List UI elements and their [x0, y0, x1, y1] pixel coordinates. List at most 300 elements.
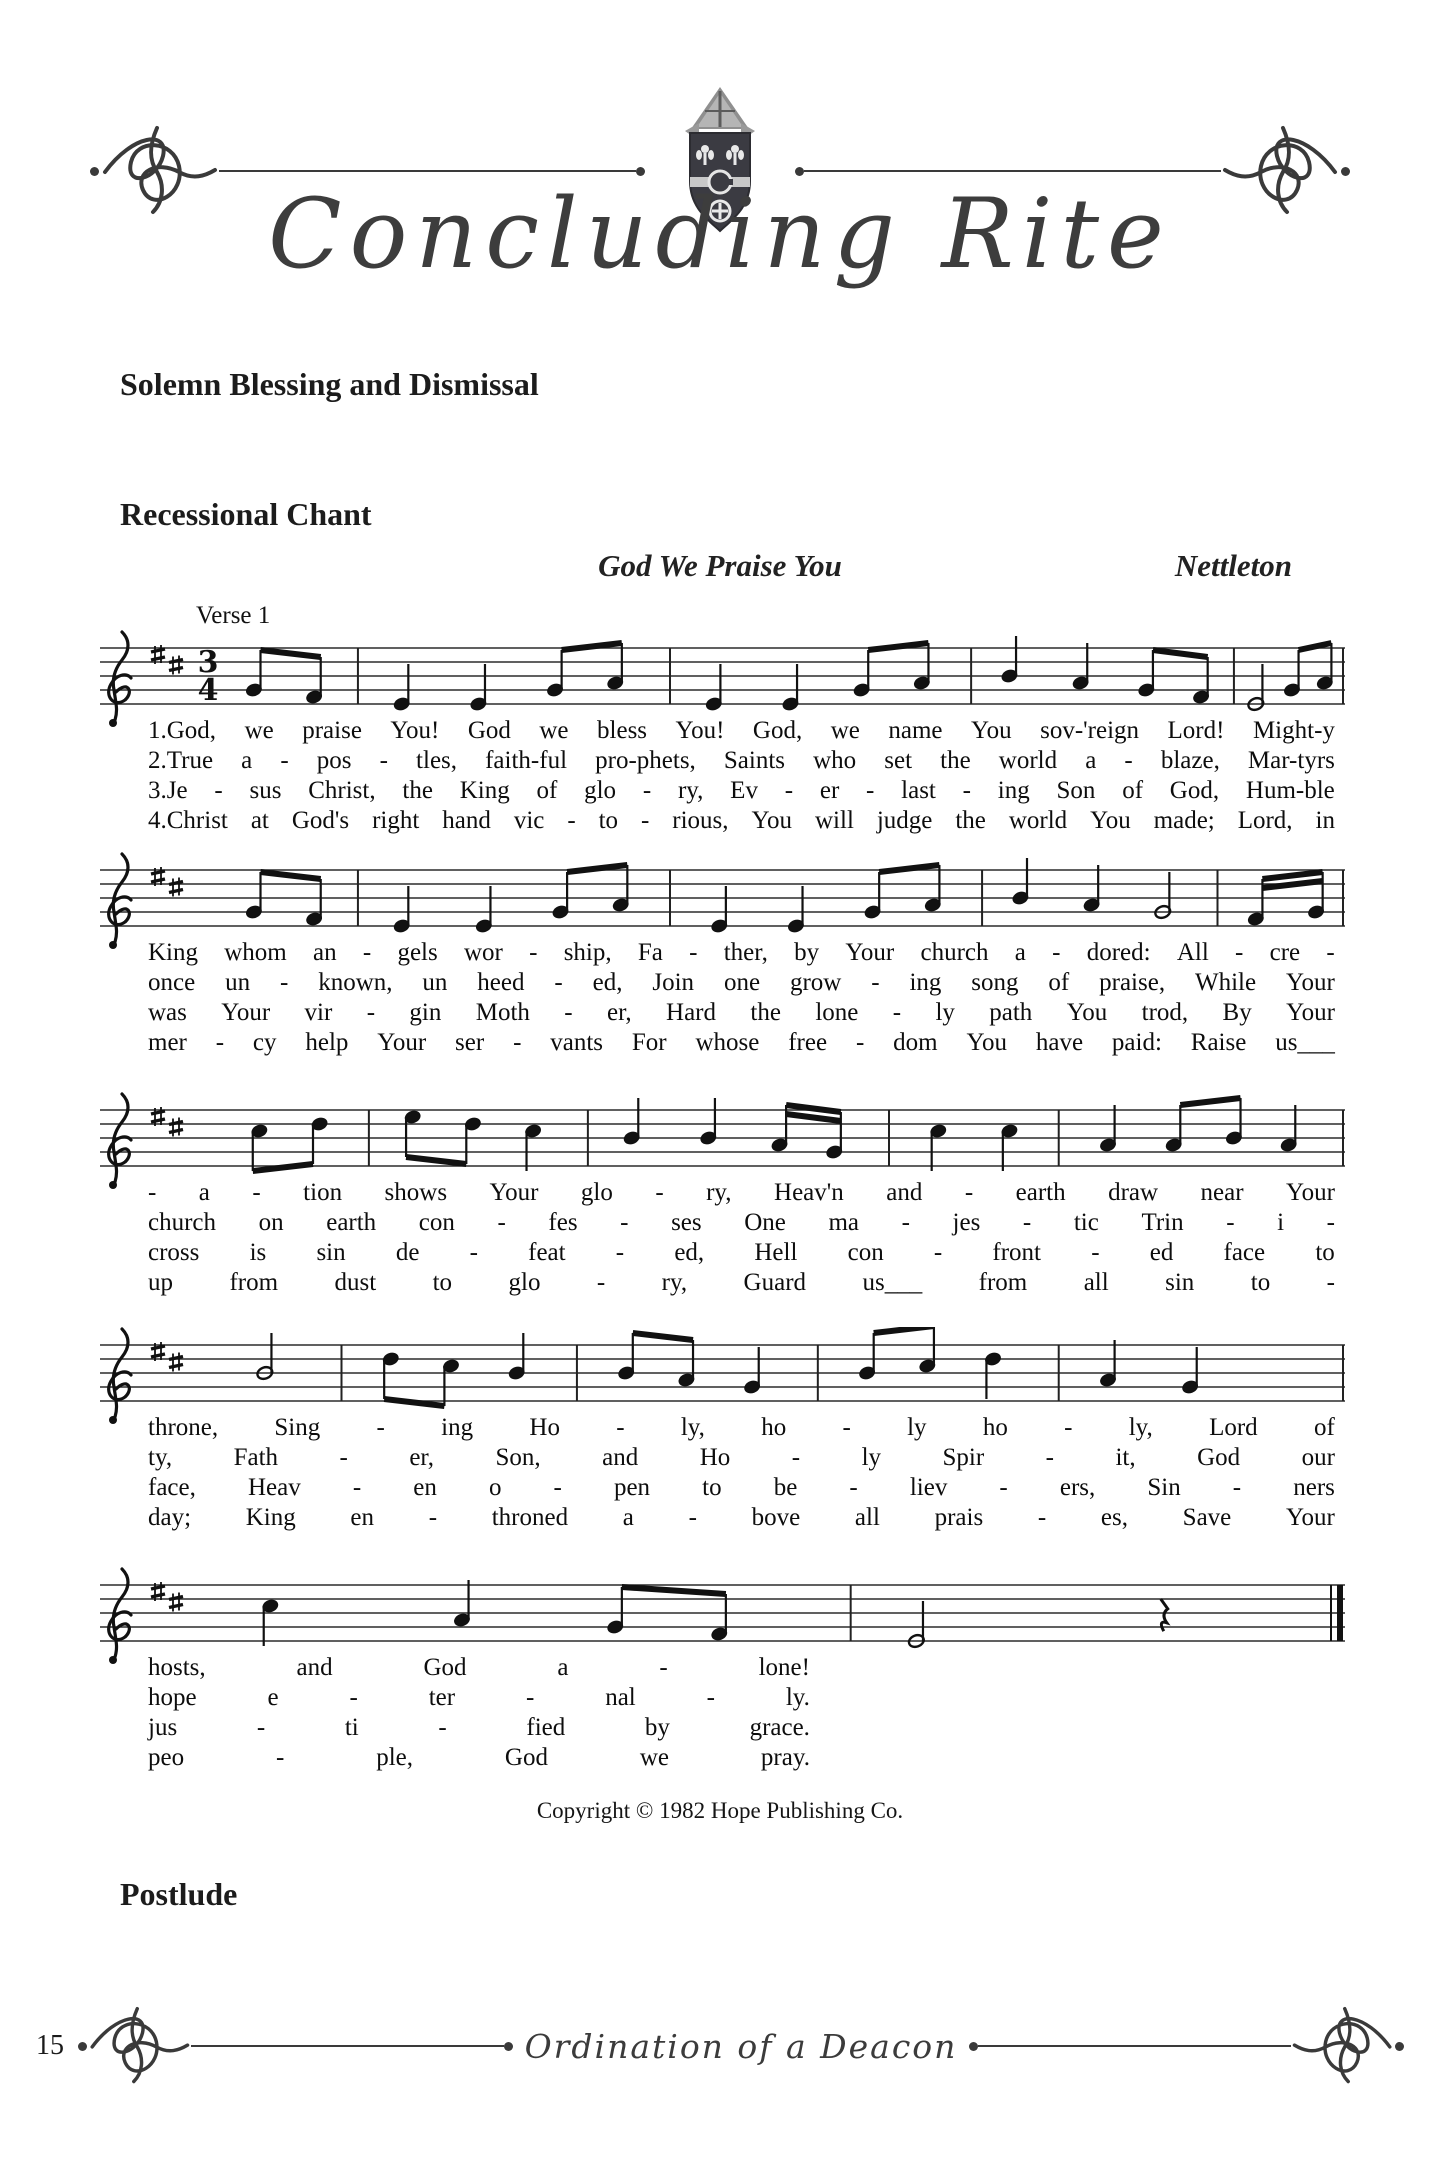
lyric-syllable: to	[702, 1474, 722, 1501]
lyric-syllable: song	[971, 969, 1019, 996]
lyric-syllable: You	[751, 807, 793, 834]
lyric-syllable: lone	[815, 999, 859, 1026]
lyric-syllable: once	[148, 969, 196, 996]
page-number: 15	[36, 2030, 64, 2061]
lyric-line	[148, 1028, 1335, 1058]
lyric-syllable: -	[379, 747, 388, 774]
lyric-syllable: ners	[1293, 1474, 1335, 1501]
lyric-syllable: ser	[455, 1029, 485, 1056]
lyric-syllable: made;	[1153, 807, 1215, 834]
lyric-syllable: rious,	[672, 807, 729, 834]
lyric-syllable: to	[598, 807, 619, 834]
lyric-syllable: a	[622, 1504, 634, 1531]
lyric-syllable: -	[596, 1269, 606, 1296]
lyric-syllable: Your	[489, 1179, 539, 1206]
lyric-syllable: God	[1197, 1444, 1241, 1471]
lyric-syllable: ed,	[674, 1239, 705, 1266]
lyric-syllable: Ho	[529, 1414, 560, 1441]
lyric-syllable: en	[413, 1474, 437, 1501]
lyric-syllable: Fath	[233, 1444, 279, 1471]
lyric-syllable: Sing	[274, 1414, 321, 1441]
svg-text:3: 3	[197, 645, 219, 680]
lyric-syllable: -	[1326, 939, 1335, 966]
lyric-syllable: from	[229, 1269, 279, 1296]
lyric-syllable: God,	[1169, 777, 1220, 804]
lyric-syllable: pos	[316, 747, 352, 774]
lyric-syllable: -	[554, 969, 563, 996]
lyric-syllable: who	[813, 747, 857, 774]
lyric-syllable: bove	[751, 1504, 801, 1531]
lyric-syllable: tic	[1073, 1209, 1099, 1236]
lyric-syllable: -	[999, 1474, 1008, 1501]
lyric-syllable: cy	[252, 1029, 277, 1056]
lyric-syllable: -	[706, 1684, 715, 1711]
lyric-syllable: -	[513, 1029, 522, 1056]
lyric-syllable: a	[1085, 747, 1097, 774]
lyric-syllable: You	[966, 1029, 1007, 1056]
lyric-syllable: sov-'reign	[1040, 717, 1140, 744]
lyric-syllable: to	[432, 1269, 453, 1296]
lyric-syllable: Lord,	[1237, 807, 1293, 834]
lyric-syllable: Saints	[723, 747, 786, 774]
footer-divider	[36, 1998, 1404, 2094]
footer-title: Ordination of a Deacon	[524, 2026, 958, 2066]
lyric-line	[148, 968, 1335, 998]
lyric-syllable: -	[567, 807, 576, 834]
lyric-line	[148, 1743, 810, 1773]
lyric-syllable: a	[557, 1654, 569, 1681]
lyric-syllable: -	[352, 1474, 362, 1501]
lyric-syllable: You!	[390, 717, 440, 744]
lyric-line	[148, 716, 1335, 746]
lyric-syllable: face,	[148, 1474, 196, 1501]
lyric-syllable: -	[1064, 1414, 1073, 1441]
lyric-syllable: pen	[613, 1474, 651, 1501]
lyric-syllable: and	[886, 1179, 923, 1206]
lyric-syllable: hand	[442, 807, 491, 834]
lyric-syllable: -	[438, 1714, 447, 1741]
lyric-syllable: -	[866, 777, 875, 804]
lyric-syllable: -	[1037, 1504, 1047, 1531]
lyric-syllable: the	[750, 999, 781, 1026]
lyric-syllable: it,	[1115, 1444, 1136, 1471]
lyric-syllable: -	[842, 1414, 851, 1441]
lyric-syllable: ry,	[677, 777, 704, 804]
lyric-syllable: fes	[548, 1209, 578, 1236]
lyric-syllable: One	[744, 1209, 786, 1236]
lyric-line	[148, 1473, 1335, 1503]
lyric-syllable: from	[978, 1269, 1028, 1296]
lyric-syllable: Guard	[743, 1269, 807, 1296]
lyric-syllable: Fa	[637, 939, 663, 966]
lyric-syllable: -	[564, 999, 573, 1026]
lyric-syllable: Might-y	[1252, 717, 1335, 744]
lyric-syllable: dored:	[1086, 939, 1151, 966]
lyric-syllable: -	[529, 939, 538, 966]
lyric-syllable: Sin	[1147, 1474, 1181, 1501]
lyric-syllable: vants	[550, 1029, 604, 1056]
lyric-syllable: grow	[789, 969, 842, 996]
divider-dot	[969, 2042, 978, 2051]
lyric-syllable: gin	[409, 999, 442, 1026]
lyric-syllable: ple,	[376, 1744, 414, 1771]
divider-dot	[78, 2042, 87, 2051]
lyric-syllable: tles,	[416, 747, 458, 774]
lyric-syllable: Heav'n	[774, 1179, 844, 1206]
lyric-syllable: God's	[291, 807, 350, 834]
lyric-syllable: er,	[606, 999, 632, 1026]
lyric-syllable: -	[469, 1239, 478, 1266]
lyric-syllable: -	[525, 1684, 535, 1711]
lyric-syllable: all	[854, 1504, 880, 1531]
lyric-syllable: er	[819, 777, 840, 804]
lyric-syllable: glo	[508, 1269, 541, 1296]
lyric-syllable: pray.	[760, 1744, 810, 1771]
lyric-syllable: the	[402, 777, 433, 804]
page-title: Concluding Rite	[268, 178, 1172, 290]
flourish-ornament-icon	[87, 1998, 191, 2094]
lyric-syllable: o	[488, 1474, 502, 1501]
lyric-syllable: -	[855, 1029, 865, 1056]
lyric-syllable: -	[1091, 1239, 1100, 1266]
lyric-syllable: er,	[409, 1444, 434, 1471]
lyric-syllable: King	[459, 777, 510, 804]
lyric-syllable: at	[250, 807, 269, 834]
lyric-syllable: You	[1066, 999, 1108, 1026]
lyric-syllable: -	[376, 1414, 385, 1441]
lyric-syllable: -	[553, 1474, 562, 1501]
lyric-syllable: praise,	[1099, 969, 1166, 996]
hymn-title-row	[0, 548, 1440, 592]
lyric-syllable: ing	[909, 969, 942, 996]
lyric-syllable: Save	[1182, 1504, 1232, 1531]
lyric-line	[148, 746, 1335, 776]
lyric-syllable: -	[659, 1654, 668, 1681]
lyric-syllable: front	[992, 1239, 1042, 1266]
lyric-syllable: dust	[334, 1269, 377, 1296]
divider-line	[804, 170, 1221, 172]
lyric-syllable: glo	[580, 1179, 613, 1206]
lyric-syllable: By	[1222, 999, 1252, 1026]
lyric-syllable: grace.	[749, 1714, 810, 1741]
lyric-syllable: name	[888, 717, 943, 744]
lyric-syllable: peo	[148, 1744, 185, 1771]
lyric-syllable: tion	[303, 1179, 343, 1206]
lyric-syllable: -	[791, 1444, 801, 1471]
lyric-syllable: ly	[907, 1414, 927, 1441]
lyric-syllable: path	[989, 999, 1033, 1026]
lyric-syllable: cre	[1269, 939, 1301, 966]
lyric-syllable: ing	[441, 1414, 474, 1441]
lyric-syllable: lone!	[758, 1654, 810, 1681]
lyric-syllable: Your	[377, 1029, 427, 1056]
lyric-syllable: set	[884, 747, 913, 774]
lyric-syllable: Your	[1286, 1179, 1335, 1206]
lyric-syllable: paid:	[1111, 1029, 1162, 1056]
lyric-syllable: -	[1326, 1269, 1335, 1296]
lyric-syllable: King	[245, 1504, 296, 1531]
lyric-syllable: will	[815, 807, 854, 834]
lyric-syllable: -	[784, 777, 794, 804]
divider-line	[978, 2045, 1291, 2047]
divider-dot	[636, 167, 645, 176]
lyric-syllable: ly	[935, 999, 955, 1026]
lyric-syllable: Your	[1285, 969, 1335, 996]
lyric-syllable: we	[244, 717, 274, 744]
lyric-syllable: help	[305, 1029, 349, 1056]
lyric-syllable: of	[1122, 777, 1144, 804]
lyric-line	[148, 1238, 1335, 1268]
lyric-syllable: one	[723, 969, 761, 996]
lyric-syllable: -	[615, 1239, 625, 1266]
lyric-syllable: free	[788, 1029, 828, 1056]
section-heading-recessional-chant: Recessional Chant	[120, 496, 372, 532]
verse-label: Verse 1	[196, 602, 271, 629]
lyric-syllable: have	[1035, 1029, 1084, 1056]
lyric-syllable: You	[971, 717, 1012, 744]
lyric-syllable: Trin	[1141, 1209, 1184, 1236]
lyric-syllable: e	[267, 1684, 279, 1711]
lyric-syllable: 2.True	[148, 747, 214, 774]
lyric-syllable: -	[362, 939, 372, 966]
lyric-syllable: to	[1315, 1239, 1335, 1266]
lyric-syllable: dom	[893, 1029, 938, 1056]
hymn-title: God We Praise You	[598, 548, 842, 583]
lyric-syllable: -	[339, 1444, 348, 1471]
lyric-syllable: 4.Christ	[148, 807, 228, 834]
lyric-syllable: 1.God,	[148, 717, 217, 744]
lyric-syllable: ter	[428, 1684, 456, 1711]
lyric-syllable: King	[148, 939, 198, 966]
lyric-syllable: Christ,	[308, 777, 376, 804]
lyrics-block-3	[148, 1178, 1335, 1298]
lyric-syllable: gels	[397, 939, 438, 966]
lyric-syllable: ly.	[785, 1684, 810, 1711]
section-heading-solemn-blessing: Solemn Blessing and Dismissal	[120, 366, 539, 402]
lyric-syllable: -	[1022, 1209, 1032, 1236]
lyric-syllable: ly	[861, 1444, 882, 1471]
lyric-syllable: glo	[584, 777, 617, 804]
lyric-syllable: a	[198, 1179, 210, 1206]
lyric-syllable: jus	[148, 1714, 178, 1741]
lyric-syllable: whom	[224, 939, 287, 966]
divider-line	[219, 170, 636, 172]
lyric-syllable: ed,	[592, 969, 623, 996]
lyric-syllable: Lord!	[1167, 717, 1225, 744]
lyric-syllable: ry,	[661, 1269, 688, 1296]
lyric-syllable: -	[964, 1179, 974, 1206]
lyric-syllable: a	[241, 747, 253, 774]
lyric-line	[148, 1443, 1335, 1473]
lyric-syllable: -	[962, 777, 971, 804]
lyric-syllable: Hard	[666, 999, 717, 1026]
lyric-syllable: -	[1232, 1474, 1242, 1501]
lyric-syllable: bless	[597, 717, 648, 744]
lyrics-block-1	[148, 716, 1335, 836]
lyric-syllable: -	[428, 1504, 438, 1531]
lyric-syllable: -	[641, 807, 650, 834]
lyric-syllable: -	[933, 1239, 943, 1266]
lyric-syllable: earth	[1015, 1179, 1066, 1206]
lyric-syllable: an	[313, 939, 337, 966]
lyric-syllable: of	[1313, 1414, 1335, 1441]
lyric-syllable: -	[1235, 939, 1244, 966]
lyric-syllable: our	[1301, 1444, 1335, 1471]
lyric-syllable: ing	[997, 777, 1030, 804]
lyric-syllable: -	[689, 939, 698, 966]
lyric-syllable: right	[372, 807, 420, 834]
lyric-syllable: -	[279, 969, 289, 996]
lyric-syllable: de	[395, 1239, 420, 1266]
lyric-syllable: and	[296, 1654, 333, 1681]
lyric-syllable: throned	[491, 1504, 569, 1531]
lyric-syllable: Moth	[475, 999, 530, 1026]
lyric-syllable: -	[901, 1209, 910, 1236]
lyric-syllable: to	[1250, 1269, 1271, 1296]
lyric-syllable: whose	[695, 1029, 760, 1056]
lyric-line	[148, 1653, 810, 1683]
lyric-syllable: God	[423, 1654, 467, 1681]
lyric-line	[148, 776, 1335, 806]
lyric-syllable: we	[830, 717, 860, 744]
lyric-syllable: sus	[249, 777, 282, 804]
lyric-syllable: Ho	[699, 1444, 731, 1471]
lyric-syllable: con	[418, 1209, 455, 1236]
lyric-syllable: -	[616, 1414, 625, 1441]
lyric-syllable: -	[620, 1209, 629, 1236]
lyric-syllable: by	[794, 939, 820, 966]
lyric-syllable: -	[655, 1179, 664, 1206]
lyric-syllable: es,	[1100, 1504, 1128, 1531]
lyric-syllable: en	[350, 1504, 375, 1531]
lyric-syllable: con	[847, 1239, 884, 1266]
lyric-syllable: -	[366, 999, 376, 1026]
lyric-syllable: vir	[304, 999, 333, 1026]
flourish-ornament-icon	[1291, 1998, 1395, 2094]
lyric-syllable: -	[214, 777, 223, 804]
lyric-syllable: ma	[828, 1209, 860, 1236]
lyric-syllable: of	[1048, 969, 1070, 996]
divider-line	[191, 2045, 504, 2047]
lyric-syllable: throne,	[148, 1414, 219, 1441]
lyric-syllable: -	[849, 1474, 858, 1501]
divider-dot	[504, 2042, 513, 2051]
lyric-syllable: liev	[909, 1474, 948, 1501]
lyric-syllable: Your	[1285, 1504, 1335, 1531]
lyric-line	[148, 938, 1335, 968]
lyric-syllable: fied	[526, 1714, 566, 1741]
lyric-line	[148, 1208, 1335, 1238]
lyric-syllable: sin	[1165, 1269, 1195, 1296]
lyric-syllable: nal	[605, 1684, 636, 1711]
lyric-syllable: -	[349, 1684, 358, 1711]
lyric-syllable: You	[1090, 807, 1131, 834]
lyric-syllable: was	[148, 999, 187, 1026]
lyric-syllable: All	[1176, 939, 1209, 966]
lyric-syllable: earth	[326, 1209, 377, 1236]
lyric-syllable: Ev	[730, 777, 758, 804]
lyric-syllable: Son,	[495, 1444, 541, 1471]
lyric-syllable: Son	[1056, 777, 1096, 804]
lyric-syllable: Heav	[247, 1474, 301, 1501]
lyric-syllable: -	[256, 1714, 266, 1741]
lyric-line	[148, 1683, 810, 1713]
lyric-syllable: in	[1315, 807, 1335, 834]
lyric-syllable: God	[467, 717, 511, 744]
lyric-syllable: i	[1277, 1209, 1285, 1236]
lyric-syllable: the	[955, 807, 986, 834]
divider-dot	[795, 167, 804, 176]
hymn-tune-name: Nettleton	[1174, 548, 1292, 583]
divider-dot	[90, 167, 99, 176]
lyric-syllable: Raise	[1190, 1029, 1247, 1056]
lyric-syllable: Mar-tyrs	[1247, 747, 1335, 774]
lyric-syllable: -	[252, 1179, 261, 1206]
lyric-syllable: un	[225, 969, 251, 996]
lyric-line	[148, 1268, 1335, 1298]
lyric-syllable: -	[497, 1209, 506, 1236]
lyric-syllable: -	[892, 999, 902, 1026]
lyric-syllable: hope	[148, 1684, 197, 1711]
lyric-syllable: -	[642, 777, 652, 804]
lyric-syllable: hosts,	[148, 1654, 206, 1681]
lyric-syllable: world	[1008, 807, 1068, 834]
lyric-line	[148, 1413, 1335, 1443]
lyric-syllable: shows	[384, 1179, 448, 1206]
lyric-line	[148, 1503, 1335, 1533]
lyric-syllable: ses	[671, 1209, 702, 1236]
lyric-syllable: sin	[316, 1239, 346, 1266]
lyric-syllable: all	[1083, 1269, 1109, 1296]
lyric-syllable: faith-ful	[485, 747, 568, 774]
lyric-syllable: -	[1124, 747, 1133, 774]
lyric-syllable: ho	[982, 1414, 1008, 1441]
lyric-syllable: Your	[1286, 999, 1335, 1026]
lyric-syllable: ti	[344, 1714, 359, 1741]
lyric-syllable: us___	[1275, 1029, 1335, 1056]
lyric-syllable: draw	[1108, 1179, 1159, 1206]
divider-dot	[1341, 167, 1350, 176]
lyric-syllable: -	[215, 1029, 225, 1056]
lyric-syllable: Hell	[754, 1239, 798, 1266]
lyric-syllable: heed	[477, 969, 525, 996]
copyright-notice: Copyright © 1982 Hope Publishing Co.	[536, 1798, 904, 1823]
lyric-syllable: mer	[148, 1029, 187, 1056]
lyrics-block-5	[148, 1653, 810, 1773]
lyric-syllable: we	[639, 1744, 670, 1771]
lyric-syllable: God,	[752, 717, 803, 744]
lyric-syllable: ly,	[680, 1414, 705, 1441]
lyric-syllable: -	[276, 1744, 285, 1771]
lyric-syllable: a	[1014, 939, 1026, 966]
lyric-syllable: God	[504, 1744, 548, 1771]
lyric-syllable: ho	[761, 1414, 787, 1441]
lyric-syllable: face	[1223, 1239, 1266, 1266]
lyric-syllable: near	[1200, 1179, 1244, 1206]
lyric-syllable: -	[1052, 939, 1061, 966]
lyric-syllable: -	[280, 747, 289, 774]
lyric-syllable: feat	[528, 1239, 566, 1266]
lyric-syllable: Your	[845, 939, 895, 966]
lyric-syllable: we	[539, 717, 569, 744]
lyric-syllable: on	[258, 1209, 284, 1236]
lyric-syllable: -	[148, 1179, 157, 1206]
lyric-syllable: un	[422, 969, 448, 996]
lyric-syllable: -	[1326, 1209, 1335, 1236]
lyric-syllable: of	[536, 777, 558, 804]
lyric-syllable: For	[631, 1029, 667, 1056]
lyric-syllable: ed	[1149, 1239, 1174, 1266]
